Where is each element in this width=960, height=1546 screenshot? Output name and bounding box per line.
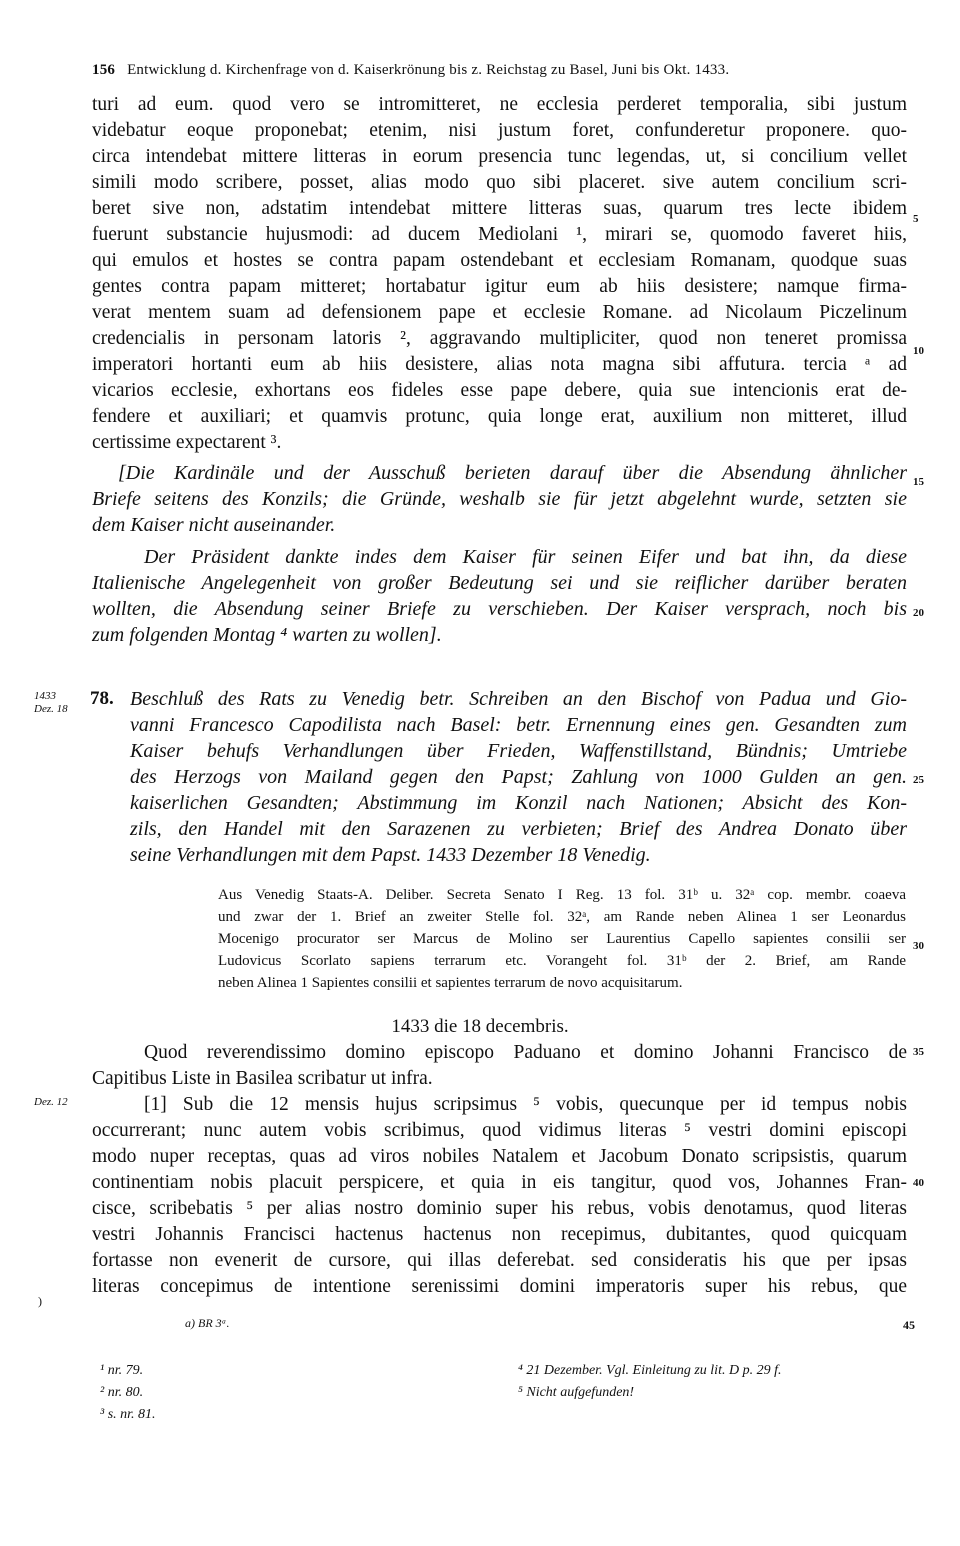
regest-line: Kaiser behufs Verhandlungen über Frieden, Waffenstillstand, Bündnis; Umtriebe: [130, 740, 907, 762]
text-line: fuerunt substancie hujusmodi: ad ducem Mediolani ¹, mirari se, quomodo faveret hiis,: [92, 224, 907, 245]
text-line: occurrerant; nunc autem vobis scribimus, quod vidimus literas ⁵ vestri domini episcopi: [92, 1120, 907, 1141]
regest-line: kaiserlichen Gesandten; Abstimmung im Konzil nach Nationen; Absicht des Kon-: [130, 792, 907, 814]
regest-line: Beschluß des Rats zu Venedig betr. Schreiben an den Bischof von Padua und Gio-: [130, 688, 907, 710]
italic-line: Der Präsident dankte indes dem Kaiser für seinen Eifer und bat ihn, da diese: [144, 546, 907, 568]
latin-report-block: [92, 92, 907, 456]
text-line: Quod reverendissimo domino episcopo Paduano et domino Johanni Francisco de: [144, 1042, 907, 1063]
line-number: 5: [913, 213, 919, 225]
line-number: 25: [913, 774, 924, 786]
italic-line: zum folgenden Montag ⁴ warten zu wollen].: [92, 624, 442, 646]
text-line: turi ad eum. quod vero se intromitteret, ne ecclesia perderet temporalia, sibi justum: [92, 94, 907, 115]
italic-line: Italienische Angelegenheit von großer Bedeutung sei und sie reiflicher darüber beraten: [92, 572, 907, 594]
italic-line: wollten, die Absendung seiner Briefe zu verschieben. Der Kaiser versprach, noch bis: [92, 598, 907, 620]
text-line: vicarios ecclesie, exhortans eos fideles esse pape debere, quia sue intencionis erat de-: [92, 380, 907, 401]
footnote-a: a) BR 3ᵃ.: [185, 1316, 230, 1330]
line-number: 35: [913, 1046, 924, 1058]
regest-line: zils, den Handel mit den Sarazenen zu verbieten; Brief des Andrea Donato über: [130, 818, 907, 840]
source-line: Mocenigo procurator ser Marcus de Molino ser Laurentius Capello sapientes consilii ser: [218, 931, 906, 947]
text-line: simili modo scribere, posset, alias modo quo sibi placeret. sive autem concilium scri-: [92, 172, 907, 193]
regest-line: seine Verhandlungen mit dem Papst. 1433 Dezember 18 Venedig.: [130, 844, 651, 866]
line-number: 45: [903, 1318, 915, 1332]
document-date-title: 1433 die 18 decembris.: [391, 1016, 569, 1037]
margin-date: Dez. 18: [34, 703, 68, 715]
source-line: Aus Venedig Staats-A. Deliber. Secreta Senato I Reg. 13 fol. 31ᵇ u. 32ᵃ cop. membr. coaeva: [218, 887, 906, 903]
regest-margin-date: [34, 690, 68, 716]
italic-line: [Die Kardinäle und der Ausschuß berieten darauf über die Absendung ähnlicher: [118, 462, 907, 484]
letter-body: [92, 1092, 907, 1300]
letter-intro: [92, 1040, 907, 1092]
line-number: 15: [913, 476, 924, 488]
text-line: fortasse non evenerit de cursore, qui illas deferebat. sed consideratis his que per ipsas: [92, 1250, 907, 1271]
line-number: 10: [913, 345, 924, 357]
running-title: Entwicklung d. Kirchenfrage von d. Kaiserkrönung bis z. Reichstag zu Basel, Juni bis Okt. 1433.: [127, 62, 730, 78]
text-line: videbatur eoque proponebat; etenim, nisi justum foret, confunderetur proponere. quo-: [92, 120, 907, 141]
text-line: imperatori hortanti eum ab hiis desistere, alias nota magna sibi affutura. tercia ᵃ ad: [92, 354, 907, 375]
footnote: ⁴ 21 Dezember. Vgl. Einleitung zu lit. D p. 29 f.: [518, 1363, 782, 1378]
text-line: vestri Johannis Francisci hactenus hactenus non recepimus, dubitantes, quod quicquam: [92, 1224, 907, 1245]
text-line: cisce, scribebatis ⁵ per alias nostro dominio super his rebus, vobis denotamus, quod literas: [92, 1198, 907, 1219]
text-line: verat mentem suam ad defensionem pape et ecclesie Romane. ad Nicolaum Piczelinum: [92, 302, 907, 323]
page-number: 156: [92, 62, 116, 78]
line-number: 30: [913, 940, 924, 952]
text-line: modo nuper receptas, quas ad viros nobiles Natalem et Jacobum Donato scripsistis, quarum: [92, 1146, 907, 1167]
line-number: 40: [913, 1177, 924, 1189]
regest-line: des Herzogs von Mailand gegen den Papst; Zahlung von 1000 Gulden an gen.: [130, 766, 907, 788]
margin-date: Dez. 12: [34, 1096, 68, 1108]
text-line: credencialis in personam latoris ², aggravando multipliciter, quod non teneret promissa: [92, 328, 907, 349]
text-line: qui emulos et hostes se contra papam ostendebant et ecclesiam Romanam, quodque suas: [92, 250, 907, 271]
source-line: Ludovicus Scorlato sapiens terrarum etc. Vorangeht fol. 31ᵇ der 2. Brief, am Rande: [218, 953, 906, 969]
italic-line: Briefe seitens des Konzils; die Gründe, weshalb sie für jetzt abgelehnt wurde, setzten sie: [92, 488, 907, 510]
footnote: ⁵ Nicht aufgefunden!: [518, 1385, 635, 1400]
footnote: ¹ nr. 79.: [100, 1363, 144, 1378]
text-line: circa intendebat mittere litteras in eorum presencia tunc legendas, ut, si concilium vellet: [92, 146, 907, 167]
margin-year: 1433: [34, 690, 56, 702]
italic-line: dem Kaiser nicht auseinander.: [92, 514, 336, 536]
footnotes-left: [100, 1360, 156, 1426]
source-line: und zwar der 1. Brief an zweiter Stelle fol. 32ᵃ, am Rande neben Alinea 1 ser Leonardus: [218, 909, 906, 925]
regest-line: vanni Francesco Capodilista nach Basel: betr. Ernennung eines gen. Gesandten zum: [130, 714, 907, 736]
regest-block: [130, 686, 907, 868]
regest-number: 78.: [90, 688, 114, 709]
source-description: [218, 884, 906, 994]
text-line: certissime expectarent ³.: [92, 432, 282, 453]
text-line: Capitibus Liste in Basilea scribatur ut infra.: [92, 1068, 433, 1089]
editorial-summary-block: [92, 460, 907, 538]
text-line: continentiam nobis placuit perspicere, et quia in eis tangitur, quod vos, Johannes Fran-: [92, 1172, 907, 1193]
text-line: fendere et auxiliari; et quamvis protunc, quia longe erat, auxilium non mitteret, illud: [92, 406, 907, 427]
source-line: neben Alinea 1 Sapientes consilii et sapientes terrarum de novo acquisitarum.: [218, 975, 683, 991]
footnote: ² nr. 80.: [100, 1385, 144, 1400]
editorial-summary-block-2: [92, 544, 907, 648]
footnote: ³ s. nr. 81.: [100, 1407, 156, 1422]
text-line: [1] Sub die 12 mensis hujus scripsimus ⁵ vobis, quecunque per id tempus nobis: [144, 1094, 907, 1115]
text-line: gentes contra papam mitteret; hortabatur igitur eum ab hiis desistere; namque firma-: [92, 276, 907, 297]
footnotes-right: [518, 1360, 781, 1404]
running-header: [92, 62, 729, 79]
text-line: beret sive non, adstatim intendebat mittere litteras suas, quarum tres lecte ibidem: [92, 198, 907, 219]
line-number: 20: [913, 607, 924, 619]
margin-bracket: ): [38, 1294, 42, 1308]
text-line: literas concepimus de intentione serenissimi domini imperatoris super his rebus, que: [92, 1276, 907, 1297]
